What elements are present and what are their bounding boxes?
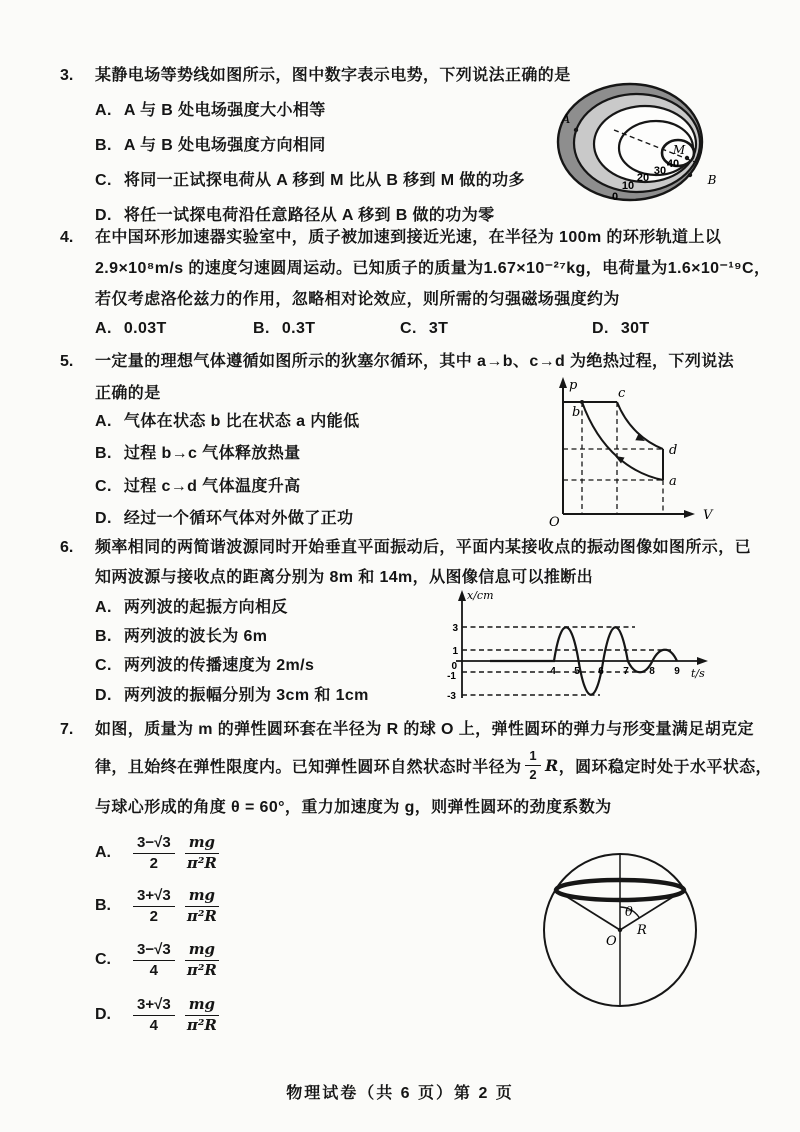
q6-option-d <box>95 686 369 705</box>
label-B: B <box>707 173 717 187</box>
q7-stem-2 <box>95 746 772 784</box>
label-A: A <box>561 112 571 126</box>
option-label: D. <box>592 320 609 337</box>
mg-fraction <box>185 887 219 925</box>
option-text: 过程 c→d 气体温度升高 <box>123 478 301 495</box>
q3-option-d <box>95 206 495 225</box>
q6-stem-text-1: 频率相同的两简谐波源同时开始垂直平面振动后，平面内某接收点的振动图像如图所示，已 <box>95 539 752 556</box>
fraction-numerator: mg <box>185 834 219 854</box>
xtick-6: 6 <box>598 666 604 677</box>
label-30: 30 <box>653 165 667 177</box>
mg-fraction <box>185 941 219 979</box>
option-label: D. <box>95 687 112 704</box>
point-M-dot <box>685 156 689 160</box>
fraction-numerator: 3+√3 <box>133 887 175 907</box>
q5-option-c <box>95 477 301 496</box>
v-axis-arrow <box>684 510 695 518</box>
q6-number: 6. <box>60 539 74 556</box>
fraction-numerator: 3+√3 <box>133 996 175 1016</box>
q5-stem-text-1: 一定量的理想气体遵循如图所示的狄塞尔循环，其中 a→b、c→d 为绝热过程，下列说法 <box>95 353 735 370</box>
option-label: A. <box>95 413 112 430</box>
q7-option-a <box>95 834 219 872</box>
q7-option-c <box>95 941 219 979</box>
fraction-numerator: 1 <box>525 748 541 765</box>
q7-option-b <box>95 887 219 925</box>
fraction-denominator: 2 <box>149 854 159 872</box>
option-label: A. <box>95 844 111 862</box>
option-text: 30T <box>620 320 650 337</box>
q3-number: 3. <box>60 67 74 84</box>
ytick-0: 0 <box>451 661 457 672</box>
q4-stem-1 <box>60 228 721 247</box>
radius-left <box>556 890 620 930</box>
option-label: B. <box>95 628 112 645</box>
option-label: B. <box>253 320 270 337</box>
q5-option-a <box>95 412 359 431</box>
xtick-5: 5 <box>574 666 580 677</box>
fraction-numerator: 3−√3 <box>133 941 175 961</box>
option-label: C. <box>95 657 112 674</box>
fraction-denominator: π²R <box>186 1015 217 1034</box>
label-0: 0 <box>611 191 619 203</box>
q7-number: 7. <box>60 721 74 738</box>
option-label: C. <box>95 951 111 969</box>
xtick-4: 4 <box>550 666 556 677</box>
q5-option-d <box>95 509 353 528</box>
option-text: 0.3T <box>281 320 316 337</box>
q5-option-b <box>95 444 301 463</box>
option-text: 将任一试探电荷沿任意路径从 A 移到 B 做的功为零 <box>123 207 495 224</box>
coefficient-fraction <box>133 996 175 1034</box>
equipotential-figure <box>556 76 796 211</box>
option-label: C. <box>95 478 112 495</box>
fraction-numerator: 3−√3 <box>133 834 175 854</box>
option-label: B. <box>95 445 112 462</box>
fraction-denominator: π²R <box>186 906 217 925</box>
fraction-denominator: 2 <box>149 907 159 925</box>
coefficient-fraction <box>133 834 175 872</box>
q6-option-b <box>95 627 267 646</box>
option-label: D. <box>95 510 112 527</box>
q3-option-c <box>95 171 525 190</box>
ytick-m3: -3 <box>447 691 456 702</box>
option-text: A 与 B 处电场强度大小相等 <box>123 102 326 119</box>
center-dot <box>618 928 622 932</box>
q4-option-c <box>400 319 448 338</box>
q7-option-d <box>95 996 219 1034</box>
label-theta: θ <box>625 905 633 920</box>
q7-frac-R: R <box>545 755 559 775</box>
q5-number: 5. <box>60 353 74 370</box>
coefficient-fraction <box>133 887 175 925</box>
q7-stem-3: 与球心形成的角度 θ = 60°，重力加速度为 g，则弹性圆环的劲度系数为 <box>95 799 612 816</box>
fraction-numerator: mg <box>185 996 219 1016</box>
origin-label: O <box>549 515 560 530</box>
option-label: B. <box>95 137 112 154</box>
fraction-numerator: mg <box>185 887 219 907</box>
point-b-dot <box>580 400 584 404</box>
q3-option-a <box>95 101 326 120</box>
fraction-denominator: 4 <box>149 1016 159 1034</box>
page-footer: 物理试卷（共 6 页）第 2 页 <box>286 1085 514 1102</box>
y-axis-label: x/cm <box>467 589 494 602</box>
fraction-denominator: 2 <box>529 766 538 782</box>
t-axis-label: t/s <box>691 667 705 680</box>
q4-option-d <box>592 319 650 338</box>
option-text: 0.03T <box>123 320 167 337</box>
p-label: p <box>569 378 578 393</box>
option-label: A. <box>95 102 112 119</box>
q6-stem-1 <box>60 538 751 557</box>
c-d-adiabat <box>617 402 663 449</box>
option-text: 两列波的波长为 6m <box>123 628 268 645</box>
option-text: A 与 B 处电场强度方向相同 <box>123 137 326 154</box>
pv-diagram <box>545 372 725 530</box>
option-label: C. <box>95 172 112 189</box>
p-axis-arrow <box>559 377 567 388</box>
fraction-denominator: 4 <box>149 961 159 979</box>
q6-option-c <box>95 656 314 675</box>
option-label: D. <box>95 207 112 224</box>
q7-stem-1 <box>60 720 754 739</box>
mg-fraction <box>185 834 219 872</box>
option-text: 两列波的振幅分别为 3cm 和 1cm <box>123 687 369 704</box>
q6-option-a <box>95 598 288 617</box>
option-label: A. <box>95 599 112 616</box>
option-label: B. <box>95 897 111 915</box>
q7-stem-text-1: 如图，质量为 m 的弹性圆环套在半径为 R 的球 O 上，弹性圆环的弹力与形变量满足胡克定 <box>95 721 754 738</box>
vibration-graph <box>430 585 720 705</box>
label-b: b <box>572 405 581 420</box>
q4-stem-text-1: 在中国环形加速器实验室中，质子被加速到接近光速，在半径为 100m 的环形轨道上以 <box>95 229 722 246</box>
label-M: M <box>672 143 686 157</box>
option-text: 两列波的传播速度为 2m/s <box>123 657 315 674</box>
label-a: a <box>669 474 677 489</box>
q4-option-b <box>253 319 315 338</box>
xtick-9: 9 <box>674 666 680 677</box>
option-label: A. <box>95 320 112 337</box>
ytick-1: 1 <box>452 646 458 657</box>
q4-number: 4. <box>60 229 74 246</box>
q3-option-b <box>95 136 326 155</box>
option-text: 两列波的起振方向相反 <box>123 599 288 616</box>
q5-stem-1 <box>60 352 734 371</box>
half-fraction <box>525 748 541 782</box>
sphere-ring-figure <box>540 845 710 1015</box>
fraction-denominator: π²R <box>186 960 217 979</box>
label-40: 40 <box>666 158 680 170</box>
option-text: 气体在状态 b 比在状态 a 内能低 <box>123 413 360 430</box>
label-R: R <box>637 923 647 938</box>
option-label: C. <box>400 320 417 337</box>
label-c: c <box>618 386 626 401</box>
fraction-denominator: π²R <box>186 853 217 872</box>
ytick-m1: -1 <box>447 671 456 682</box>
q6-stem-2: 知两波源与接收点的距离分别为 8m 和 14m，从图像信息可以推断出 <box>95 569 594 586</box>
point-B-dot <box>688 173 692 177</box>
option-text: 将同一正试探电荷从 A 移到 M 比从 B 移到 M 做的功多 <box>123 172 525 189</box>
fraction-numerator: mg <box>185 941 219 961</box>
coefficient-fraction <box>133 941 175 979</box>
q4-option-a <box>95 319 167 338</box>
v-label: V <box>703 508 713 523</box>
q7-stem-2-pre: 律，且始终在弹性限度内。已知弹性圆环自然状态时半径为 <box>95 758 522 776</box>
y-axis-arrow <box>458 590 466 601</box>
option-text: 3T <box>428 320 449 337</box>
q3-stem <box>60 66 571 85</box>
label-20: 20 <box>636 172 650 184</box>
q7-stem-2-post: ，圆环稳定时处于水平状态， <box>558 758 772 776</box>
mg-fraction <box>185 996 219 1034</box>
ytick-3: 3 <box>452 623 458 634</box>
point-A-dot <box>574 128 578 132</box>
q4-stem-2: 2.9×10⁸m/s 的速度匀速圆周运动。已知质子的质量为1.67×10⁻²⁷kg，电荷量为1.6×10⁻¹⁹C， <box>95 260 771 277</box>
label-d: d <box>669 443 678 458</box>
label-O: O <box>606 934 617 949</box>
xtick-8: 8 <box>649 666 655 677</box>
q5-stem-2: 正确的是 <box>95 385 161 402</box>
t-axis-arrow <box>697 657 708 665</box>
option-text: 经过一个循环气体对外做了正功 <box>123 510 354 527</box>
option-label: D. <box>95 1006 111 1024</box>
q4-stem-3: 若仅考虑洛伦兹力的作用，忽略相对论效应，则所需的匀强磁场强度约为 <box>95 291 620 308</box>
q3-stem-text: 某静电场等势线如图所示，图中数字表示电势，下列说法正确的是 <box>95 67 571 84</box>
option-text: 过程 b→c 气体释放热量 <box>123 445 301 462</box>
label-10: 10 <box>621 180 635 192</box>
xtick-7: 7 <box>623 666 629 677</box>
